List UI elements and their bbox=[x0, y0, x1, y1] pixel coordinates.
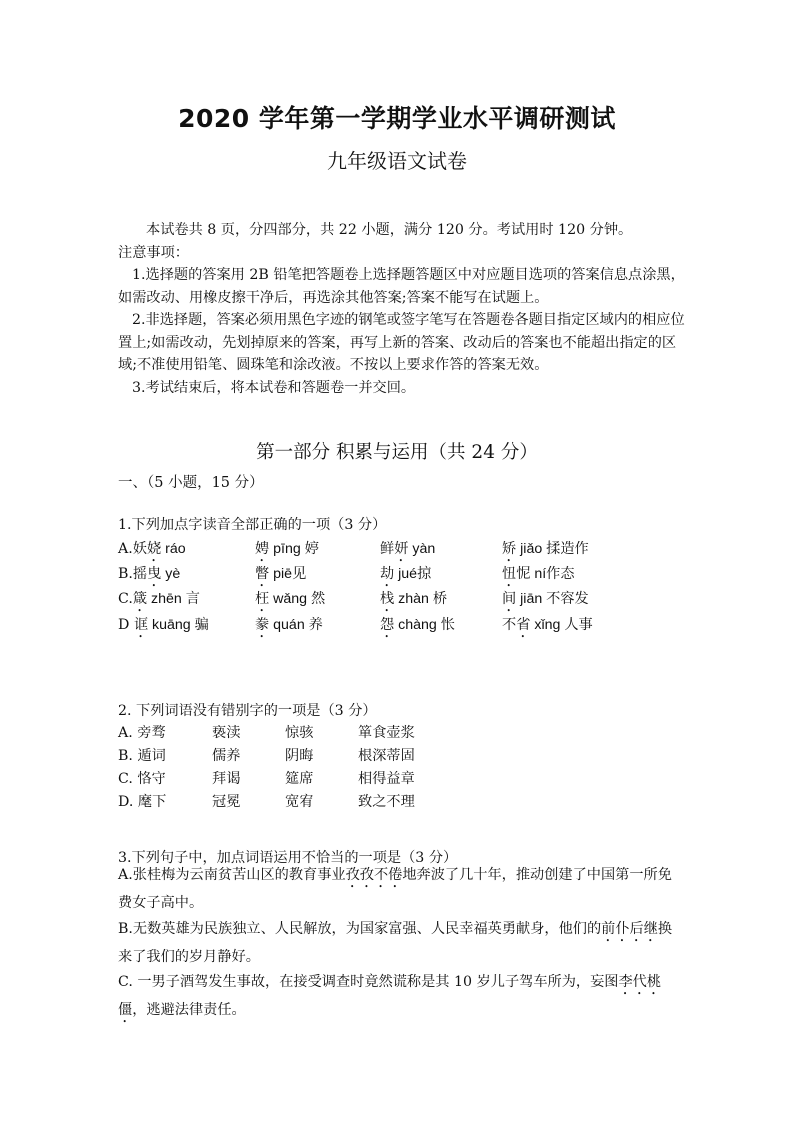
option-item: C.箴 zhēn 言 bbox=[118, 591, 200, 607]
instruction-item: 3.考试结束后，将本试卷和答题卷一并交回。 bbox=[132, 379, 416, 396]
option-word: 致之不理 bbox=[358, 794, 415, 810]
option-item: 矫 jiǎo 揉造作 bbox=[502, 541, 589, 557]
option-item: 栈 zhàn 桥 bbox=[380, 591, 448, 607]
option-word: 惊骇 bbox=[285, 725, 314, 741]
option-item: 劫 jué掠 bbox=[380, 566, 432, 582]
dotted-character: 娉 bbox=[255, 541, 270, 557]
instruction-item: 2.非选择题，答案必须用黑色字迹的钢笔或签字笔写在答题卷各题目指定区域内的相应位置上;如需改动，先划掉原来的答案，再写上新的答案、改动后的答案也不能超出指定的区域;不准使用铅笔、圆珠笔和涂改液。不按以上要求作答的答案无效。 bbox=[118, 312, 685, 373]
instruction-item: 1.选择题的答案用 2B 铅笔把答题卷上选择题答题区中对应题目选项的答案信息点涂黑，如需改动、用橡皮擦干净后，再选涂其他答案;答案不能写在试题上。 bbox=[118, 267, 685, 306]
dotted-character: 枉 bbox=[255, 591, 270, 607]
question-3-title: 3.下列句子中，加点词语运用不恰当的一项是（3 分） bbox=[118, 850, 458, 866]
dotted-character: 瞥 bbox=[255, 566, 270, 582]
emphasis-phrase: 前仆后继 bbox=[601, 920, 658, 937]
option-word: A. 旁骛 bbox=[118, 725, 166, 741]
exam-title: 2020 学年第一学期学业水平调研测试 bbox=[178, 104, 616, 133]
part-label: 一、（5 小题，15 分） bbox=[118, 475, 264, 491]
option-word: 亵渎 bbox=[212, 725, 241, 741]
option-item: 忸怩 ní作态 bbox=[502, 566, 575, 582]
option-item: 枉 wǎng 然 bbox=[255, 591, 326, 607]
section-title: 第一部分 积累与运用（共 24 分） bbox=[256, 442, 538, 463]
option-word: 宽宥 bbox=[285, 794, 314, 810]
question-3-option-a: A.张桂梅为云南贫苦山区的教育事业孜孜不倦地奔波了几十年，推动创建了中国第一所免费女子高中。 bbox=[118, 867, 672, 911]
dotted-character: 间 bbox=[502, 591, 517, 607]
dotted-character: 怨 bbox=[380, 617, 395, 633]
dotted-character: 忸 bbox=[502, 566, 517, 582]
option-item: D 诓 kuāng 骗 bbox=[118, 617, 209, 633]
option-word: 儒养 bbox=[212, 748, 241, 764]
instructions-intro: 本试卷共 8 页，分四部分，共 22 小题，满分 120 分。考试用时 120 分钟。 bbox=[146, 222, 633, 238]
option-item: 怨 chàng 怅 bbox=[380, 617, 455, 633]
option-item: 不省 xǐng 人事 bbox=[502, 617, 593, 633]
option-item: A.妖娆 ráo bbox=[118, 541, 186, 557]
instructions-label: 注意事项： bbox=[118, 244, 189, 261]
exam-instructions bbox=[118, 219, 690, 399]
dotted-character: 娆 bbox=[146, 541, 162, 557]
dotted-character: 曳 bbox=[147, 566, 162, 582]
exam-subtitle: 九年级语文试卷 bbox=[327, 149, 467, 173]
question-2-title: 2. 下列词语没有错别字的一项是（3 分） bbox=[118, 703, 377, 719]
dotted-character: 诓 bbox=[133, 617, 149, 633]
dotted-character: 省 bbox=[516, 617, 531, 633]
option-item: 鲜妍 yàn bbox=[380, 541, 436, 557]
dotted-character: 矫 bbox=[502, 541, 517, 557]
dotted-character: 妍 bbox=[394, 541, 409, 557]
question-1-title: 1.下列加点字读音全部正确的一项（3 分） bbox=[118, 517, 387, 533]
option-word: 筵席 bbox=[285, 771, 314, 787]
option-item: 瞥 piē见 bbox=[255, 566, 307, 582]
option-word: 冠冕 bbox=[212, 794, 241, 810]
option-word: D. 麾下 bbox=[118, 794, 167, 810]
option-word: 箪食壶浆 bbox=[358, 725, 415, 741]
option-word: 相得益章 bbox=[358, 771, 415, 787]
dotted-character: 箴 bbox=[132, 591, 148, 607]
dotted-character: 栈 bbox=[380, 591, 395, 607]
emphasis-phrase: 李代桃僵 bbox=[118, 974, 662, 1018]
option-word: 根深蒂固 bbox=[358, 748, 415, 764]
option-word: 拜谒 bbox=[212, 771, 241, 787]
option-item: 娉 pīng 婷 bbox=[255, 541, 319, 557]
option-word: 阴晦 bbox=[285, 748, 314, 764]
emphasis-phrase: 孜孜不倦 bbox=[345, 867, 403, 883]
option-word: B. 遁词 bbox=[118, 748, 166, 764]
option-item: 间 jiān 不容发 bbox=[502, 591, 589, 607]
dotted-character: 劫 bbox=[380, 566, 395, 582]
option-item: B.摇曳 yè bbox=[118, 566, 181, 582]
question-3-options bbox=[118, 863, 682, 1026]
question-3-option-c: C. 一男子酒驾发生事故，在接受调查时竟然谎称是其 10 岁儿子驾车所为，妄图李代桃僵，逃避法律责任。 bbox=[118, 974, 662, 1018]
option-item: 豢 quán 养 bbox=[255, 617, 323, 633]
option-word: C. 恪守 bbox=[118, 771, 166, 787]
dotted-character: 豢 bbox=[255, 617, 270, 633]
question-3-option-b: B.无数英雄为民族独立、人民解放，为国家富强、人民幸福英勇献身，他们的前仆后继换来了我们的岁月静好。 bbox=[118, 920, 673, 965]
